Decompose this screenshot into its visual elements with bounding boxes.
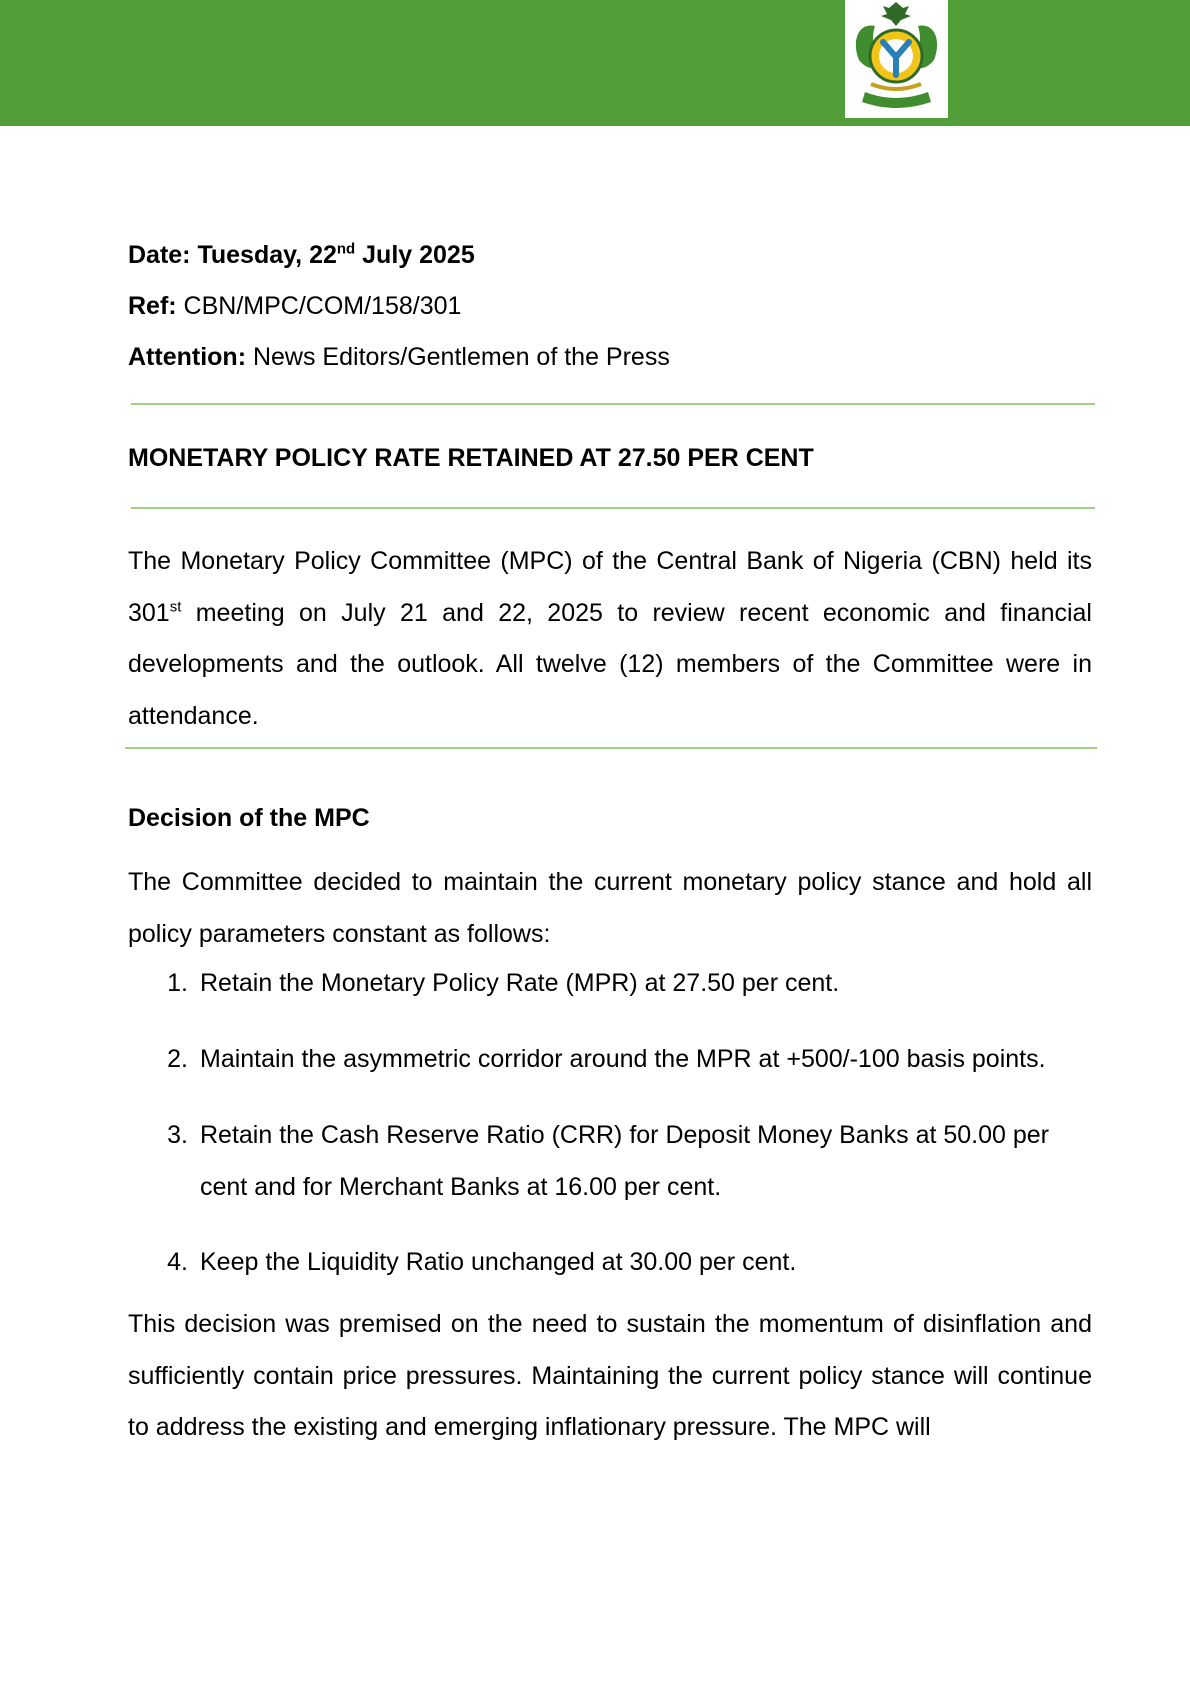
decision-lead-paragraph: The Committee decided to maintain the current monetary policy stance and hold all policy parameters constant as follows: (128, 868, 1092, 948)
intro-text-2: meeting on July 21 and 22, 2025 to review recent economic and financial developments and the outlook. All twelve (12) members of the Committee were in attendance. (128, 598, 1092, 730)
list-number: 1. (167, 969, 188, 997)
closing-paragraph: This decision was premised on the need to sustain the momentum of disinflation and sufficiently contain price pressures. Maintaining the current policy stance will continue to address the existing and emerging inflationary pressure. The MPC will (128, 1310, 1092, 1441)
divider (125, 747, 1097, 749)
header-band (0, 0, 1190, 126)
section-heading: Decision of the MPC (128, 804, 370, 832)
ref-value: CBN/MPC/COM/158/301 (176, 292, 462, 320)
divider (131, 403, 1095, 405)
ref-line (128, 289, 461, 323)
attention-value: News Editors/Gentlemen of the Press (246, 343, 670, 371)
date-label: Date: Tuesday, 22 (128, 241, 337, 269)
intro-superscript: st (169, 598, 182, 616)
page-title: MONETARY POLICY RATE RETAINED AT 27.50 PER CENT (128, 444, 814, 472)
ref-label: Ref: (128, 292, 177, 320)
attention-label: Attention: (128, 343, 247, 371)
list-number: 3. (167, 1121, 188, 1149)
list-number: 4. (167, 1248, 188, 1276)
date-line (128, 238, 475, 272)
list-text: Retain the Monetary Policy Rate (MPR) at 27.50 per cent. (200, 969, 840, 997)
attention-line (128, 340, 670, 374)
list-number: 2. (167, 1045, 188, 1073)
cbn-crest-logo-icon (845, 0, 948, 118)
list-text: Maintain the asymmetric corridor around the MPR at +500/-100 basis points. (200, 1045, 1046, 1073)
date-superscript: nd (336, 240, 356, 258)
divider (131, 507, 1095, 509)
intro-text-1: The Monetary Policy Committee (MPC) of the Central Bank of Nigeria (CBN) held its 301 (128, 547, 1092, 627)
intro-paragraph (128, 536, 1092, 742)
list-text: Keep the Liquidity Ratio unchanged at 30.00 per cent. (200, 1248, 797, 1276)
date-rest: July 2025 (355, 241, 475, 269)
list-text: Retain the Cash Reserve Ratio (CRR) for Deposit Money Banks at 50.00 per cent and for Merchant Banks at 16.00 per cent. (200, 1121, 1049, 1201)
